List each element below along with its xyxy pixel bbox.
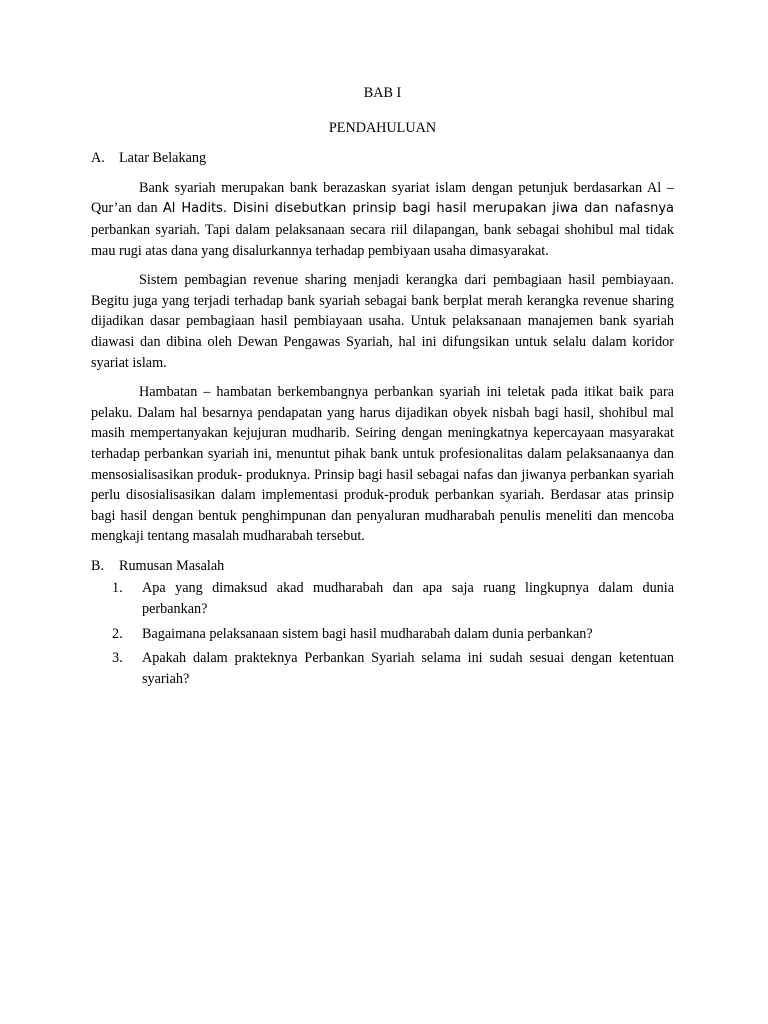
list-item-text: Bagaimana pelaksanaan sistem bagi hasil mudharabah dalam dunia perbankan? (142, 625, 593, 642)
paragraph-1-part-3: perbankan syariah. Tapi dalam pelaksanaan secara riil dilapangan, bank sebagai shohibul mal tidak mau rugi atas dana yang disalurkannya terhadap pembiyaan usaha dimasyarakat. (91, 221, 674, 259)
paragraph-1 (91, 178, 674, 261)
problem-list (91, 578, 674, 689)
list-item-text: Apa yang dimaksud akad mudharabah dan apa saja ruang lingkupnya dalam dunia perbankan? (142, 580, 674, 618)
list-item (91, 624, 674, 645)
paragraph-1-part-2: Al Hadits. Disini disebutkan prinsip bagi hasil merupakan jiwa dan nafasnya (162, 201, 675, 217)
list-item (91, 578, 674, 619)
list-item-number: 1. (112, 580, 123, 597)
document-content (91, 83, 674, 693)
paragraph-1-part-1: Bank syariah merupakan bank berazaskan syariat islam dengan petunjuk berdasarkan Al – Qur’an dan (91, 179, 674, 217)
section-b-heading (91, 556, 674, 577)
chapter-title: PENDAHULUAN (328, 119, 437, 136)
paragraph-2: Sistem pembagian revenue sharing menjadi kerangka dari pembagiaan hasil pembiayaan. Begitu juga yang terjadi terhadap bank syariah sebagai bank berplat merah kerangka revenue sharing dijadikan dasar pembagiaan hasil pembiayaan usaha. Untuk pelaksanaan manajemen bank syariah diawasi dan dibina oleh Dewan Pengawas Syariah, hal ini difungsikan untuk selalu dalam koridor syariat islam. (91, 272, 674, 371)
section-b-letter: B. (91, 557, 105, 574)
section-a-letter: A. (91, 150, 105, 167)
list-item-number: 2. (112, 625, 123, 642)
list-item-number: 3. (112, 650, 123, 667)
section-b-title: Rumusan Masalah (119, 557, 225, 574)
chapter-label: BAB I (363, 85, 402, 101)
paragraph-3: Hambatan – hambatan berkembangnya perbankan syariah ini teletak pada itikat baik para pelaku. Dalam hal besarnya pendapatan yang harus dijadikan obyek nisbah bagi hasil, shohibul mal masih mempertanyakan kejujuran mudharib. Seiring dengan meningkatnya kepercayaan masyarakat terhadap perbankan syariah ini, menuntut pihak bank untuk profesionalitas dalam pelaksanaanya dan mensosialisasikan produk- produknya. Prinsip bagi hasil sebagai nafas dan jiwanya perbankan syariah perlu disosialisasikan dalam implementasi produk-produk perbankan syariah. Berdasar atas prinsip bagi hasil dengan bentuk penghimpunan dan penyaluran mudharabah penulis meneliti dan mencoba mengkaji tentang masalah mudharabah tersebut. (91, 384, 674, 545)
section-a-title: Latar Belakang (119, 150, 207, 167)
list-item-text: Apakah dalam prakteknya Perbankan Syariah selama ini sudah sesuai dengan ketentuan syariah? (142, 650, 674, 687)
list-item (91, 648, 674, 689)
section-a-heading (91, 148, 674, 169)
